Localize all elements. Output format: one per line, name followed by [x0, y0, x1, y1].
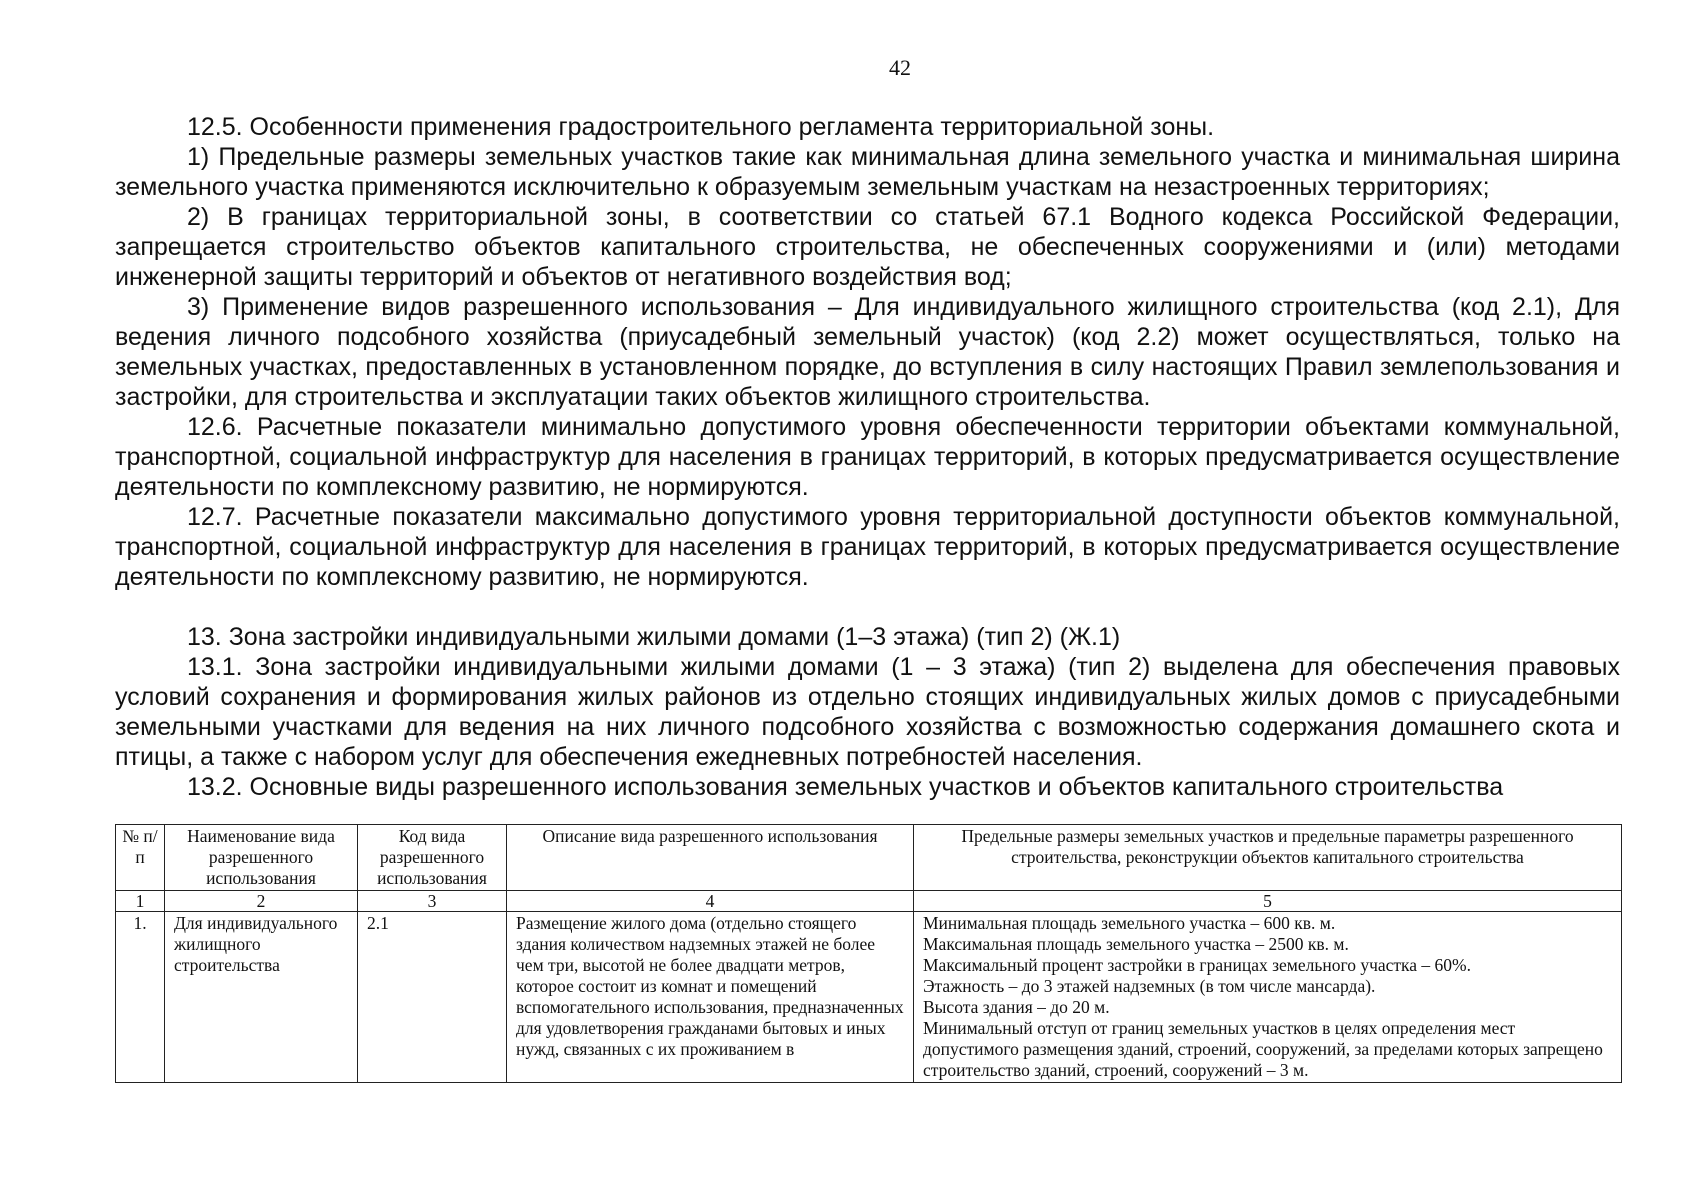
row-use-name: Для индивидуального жилищного строительства — [165, 912, 358, 1083]
paragraph-12-5-item-3: 3) Применение видов разрешенного использования – Для индивидуального жилищного строительства (код 2.1), Для ведения личного подсобного хозяйства (приусадебный земельный участок) (код 2.2) может осуществляться, только на земельных участках, предоставленных в установленном порядке, до вступления в силу настоящих Правил землепользования и застройки, для строительства и эксплуатации таких объектов жилищного строительства. — [115, 293, 1620, 411]
header-use-description: Описание вида разрешенного использования — [507, 825, 914, 891]
paragraph-12-5-item-2: 2) В границах территориальной зоны, в соответствии со статьей 67.1 Водного кодекса Российской Федерации, запрещается строительство объектов капитального строительства, не обеспеченных сооружениями и (или) методами инженерной защиты территорий и объектов от негативного воздействия вод; — [115, 203, 1620, 291]
row-number: 1. — [116, 912, 165, 1083]
column-number-row — [116, 891, 1622, 912]
row-use-code: 2.1 — [358, 912, 507, 1083]
paragraph-12-6: 12.6. Расчетные показатели минимально допустимого уровня обеспеченности территории объектами коммунальной, транспортной, социальной инфраструктур для населения в границах территорий, в которых предусматривается осуществление деятельности по комплексному развитию, не нормируются. — [115, 413, 1620, 501]
paragraph-13-2: 13.2. Основные виды разрешенного использования земельных участков и объектов капитального строительства — [187, 773, 1504, 801]
column-number: 4 — [507, 891, 914, 912]
column-number: 5 — [914, 891, 1622, 912]
column-number: 1 — [116, 891, 165, 912]
header-use-code: Код вида разрешенного использования — [358, 825, 507, 891]
header-use-name: Наименование вида разрешенного использования — [165, 825, 358, 891]
column-number: 3 — [358, 891, 507, 912]
header-number: № п/п — [116, 825, 165, 891]
limit-line: Максимальная площадь земельного участка – 2500 кв. м. — [923, 934, 1349, 954]
paragraph-12-5-item-1: 1) Предельные размеры земельных участков такие как минимальная длина земельного участка и минимальная ширина земельного участка применяются исключительно к образуемым земельным участкам на незастроенных территориях; — [115, 143, 1620, 201]
row-use-description: Размещение жилого дома (отдельно стоящего здания количеством надземных этажей не более чем три, высотой не более двадцати метров, которое состоит из комнат и помещений вспомогательного использования, предназначенных для удовлетворения гражданами бытовых и иных нужд, связанных с их проживанием в — [507, 912, 914, 1083]
limit-line: Высота здания – до 20 м. — [923, 997, 1110, 1017]
table-row — [116, 912, 1622, 1083]
column-number: 2 — [165, 891, 358, 912]
permitted-use-table — [115, 824, 1622, 1083]
table-header-row — [116, 825, 1622, 891]
row-limits — [914, 912, 1622, 1083]
section-13-heading: 13. Зона застройки индивидуальными жилыми домами (1–3 этажа) (тип 2) (Ж.1) — [187, 623, 1121, 651]
paragraph-13-1: 13.1. Зона застройки индивидуальными жилыми домами (1 – 3 этажа) (тип 2) выделена для обеспечения правовых условий сохранения и формирования жилых районов из отдельно стоящих индивидуальных жилых домов с приусадебными земельными участками для ведения на них личного подсобного хозяйства с возможностью содержания домашнего скота и птицы, а также с набором услуг для обеспечения ежедневных потребностей населения. — [115, 653, 1620, 771]
header-limits: Предельные размеры земельных участков и предельные параметры разрешенного строительства, реконструкции объектов капитального строительства — [914, 825, 1622, 891]
limit-line: Минимальная площадь земельного участка – 600 кв. м. — [923, 913, 1336, 933]
limit-line: Максимальный процент застройки в границах земельного участка – 60%. — [923, 955, 1472, 975]
document-body — [115, 112, 1620, 802]
page-number: 42 — [889, 55, 911, 80]
limit-line: Минимальный отступ от границ земельных участков в целях определения мест допустимого размещения зданий, строений, сооружений, за пределами которых запрещено строительство зданий, строений, сооружений – 3 м. — [923, 1018, 1603, 1080]
paragraph-12-7: 12.7. Расчетные показатели максимально допустимого уровня территориальной доступности объектов коммунальной, транспортной, социальной инфраструктур для населения в границах территорий, в которых предусматривается осуществление деятельности по комплексному развитию, не нормируются. — [115, 503, 1620, 591]
paragraph-12-5: 12.5. Особенности применения градостроительного регламента территориальной зоны. — [187, 113, 1215, 141]
limit-line: Этажность – до 3 этажей надземных (в том числе мансарда). — [923, 976, 1376, 996]
